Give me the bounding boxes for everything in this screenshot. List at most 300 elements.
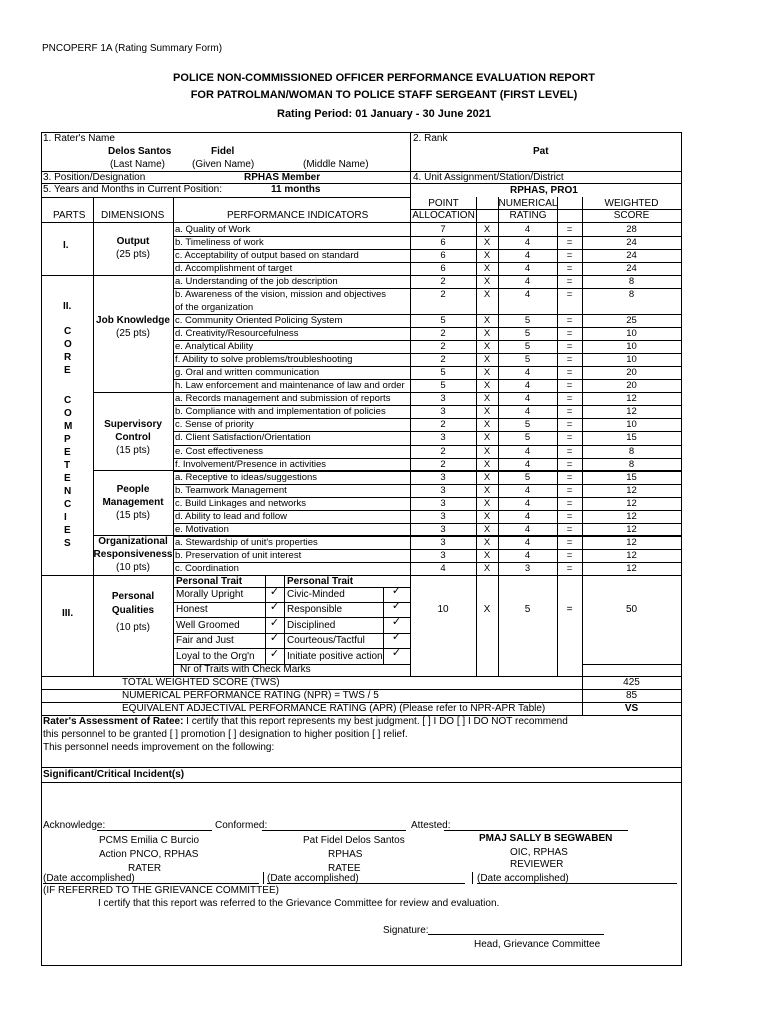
indicator-row (173, 471, 682, 484)
indicator-text: a. Stewardship of unit's properties (175, 536, 318, 548)
trait-left-name: Well Groomed (176, 620, 240, 631)
check-icon: ✓ (269, 586, 280, 598)
point-allocation: 3 (440, 523, 446, 535)
core-letter: C (64, 499, 72, 510)
core-letter: R (64, 352, 72, 363)
multiply-sign: X (483, 263, 491, 275)
date-line-1 (43, 883, 259, 884)
indicator-text: c. Coordination (175, 562, 239, 574)
equals-sign: = (566, 562, 573, 574)
point-allocation: 2 (440, 289, 446, 301)
indicator-row (173, 562, 682, 575)
weighted-score: 8 (628, 445, 635, 457)
equals-sign: = (566, 484, 573, 496)
report-title-line1: POLICE NON-COMMISSIONED OFFICER PERFORMANCE EVALUATION REPORT (173, 72, 595, 84)
point-allocation: 2 (440, 341, 446, 353)
point-allocation: 4 (440, 562, 446, 574)
acknowledge-label: Acknowledge: (43, 820, 106, 831)
traits-points: 10 (437, 604, 449, 615)
indicator-row (173, 314, 682, 327)
multiply-sign: X (483, 445, 491, 457)
numerical-rating: 4 (524, 289, 531, 301)
multiply-sign: X (483, 354, 491, 366)
equals-sign: = (566, 237, 573, 249)
date-line-3 (477, 883, 677, 884)
equals-sign: = (566, 406, 573, 418)
check-icon: ✓ (391, 585, 402, 597)
equals-sign: = (566, 289, 573, 301)
weighted-score: 12 (626, 562, 637, 574)
indicator-text: b. Timeliness of work (175, 237, 264, 249)
date-accomplished-2: (Date accomplished) (267, 873, 359, 884)
check-icon: ✓ (269, 601, 280, 613)
point-allocation: 3 (440, 432, 446, 444)
dim-qualities: Qualities (111, 605, 155, 616)
grievance-signature-line (428, 934, 604, 935)
weighted-score: 12 (626, 523, 637, 535)
dim-personal-pts: (10 pts) (116, 622, 150, 633)
weighted-score: 12 (626, 536, 637, 548)
numerical-rating: 4 (524, 497, 531, 509)
indicator-row (173, 340, 682, 353)
weighted-score: 10 (626, 354, 637, 366)
core-letter: E (64, 365, 71, 376)
indicator-text: b. Awareness of the vision, mission and objectives (175, 289, 387, 301)
rater-sig-role: RATER (128, 863, 162, 874)
header-score: SCORE (613, 210, 650, 221)
point-allocation: 2 (440, 276, 446, 288)
multiply-sign: X (483, 523, 491, 535)
trait-header-left: Personal Trait (176, 576, 243, 587)
equals-sign: = (566, 224, 573, 235)
assessment-line2: this personnel to be granted [ ] promotion [ ] designation to higher position [ ] relief. (43, 729, 408, 740)
attested-line (444, 830, 628, 831)
indicator-row (173, 236, 682, 249)
indicator-text: c. Acceptability of output based on standard (175, 250, 359, 262)
indicator-text: f. Involvement/Presence in activities (175, 458, 327, 470)
indicator-text: b. Preservation of unit interest (175, 549, 302, 561)
weighted-score: 15 (626, 471, 637, 483)
indicator-row (173, 275, 682, 288)
indicator-row (173, 458, 682, 471)
grievance-signature-label: Signature: (383, 925, 429, 936)
weighted-score: 10 (626, 328, 637, 340)
core-letter: N (64, 486, 72, 497)
indicator-text: f. Ability to solve problems/troubleshooting (175, 354, 353, 366)
indicator-text: h. Law enforcement and maintenance of law and order (175, 380, 405, 392)
equals-sign: = (566, 263, 573, 275)
numerical-rating: 4 (524, 484, 531, 496)
unit-value: RPHAS, PRO1 (510, 185, 578, 196)
dim-supervisory: Supervisory (104, 419, 162, 430)
middle-name-caption: (Middle Name) (303, 159, 369, 170)
date-accomplished-1: (Date accomplished) (43, 873, 135, 884)
indicator-row (173, 353, 682, 366)
indicator-text: a. Quality of Work (175, 224, 251, 235)
rater-sig-name: PCMS Emilia C Burcio (99, 835, 200, 846)
dim-management: Management (102, 497, 164, 508)
equals-sign: = (566, 419, 573, 431)
check-icon: ✓ (391, 647, 402, 659)
equals-sign: = (566, 250, 573, 262)
rater-name-label: 1. Rater's Name (43, 133, 115, 144)
unit-label: 4. Unit Assignment/Station/District (413, 172, 564, 183)
point-allocation: 3 (440, 471, 446, 483)
point-allocation: 2 (440, 458, 446, 470)
point-allocation: 3 (440, 393, 446, 405)
indicator-row (173, 431, 682, 444)
point-allocation: 2 (440, 328, 446, 340)
header-numerical: NUMERICAL (498, 198, 558, 209)
point-allocation: 2 (440, 419, 446, 431)
check-icon: ✓ (269, 648, 280, 660)
equals-sign: = (566, 432, 573, 444)
multiply-sign: X (483, 315, 491, 327)
numerical-rating: 4 (524, 263, 531, 275)
apr-value: VS (624, 703, 639, 714)
multiply-sign: X (483, 393, 491, 405)
point-allocation: 3 (440, 510, 446, 522)
date-line-2 (267, 883, 465, 884)
indicator-text: of the organization (175, 302, 254, 314)
equals-sign: = (566, 341, 573, 353)
trait-right-name: Courteous/Tactful (287, 635, 365, 646)
core-letter: C (64, 326, 72, 337)
multiply-sign: X (483, 471, 491, 483)
dim-people-pts: (15 pts) (116, 510, 150, 521)
numerical-rating: 5 (524, 315, 531, 327)
point-allocation: 3 (440, 406, 446, 418)
numerical-rating: 4 (524, 224, 531, 235)
reviewer-sig-role: REVIEWER (510, 859, 564, 870)
indicator-row (173, 484, 682, 497)
ratee-sig-role: RATEE (328, 863, 361, 874)
npr-label: NUMERICAL PERFORMANCE RATING (NPR) = TWS / 5 (122, 690, 379, 701)
indicator-row (173, 223, 682, 236)
multiply-sign: X (483, 224, 491, 235)
years-value: 11 months (271, 184, 321, 195)
years-label: 5. Years and Months in Current Position: (43, 184, 222, 195)
point-allocation: 3 (440, 549, 446, 561)
weighted-score: 24 (626, 250, 637, 262)
indicator-text: c. Community Oriented Policing System (175, 315, 343, 327)
trait-left-name: Morally Upright (176, 589, 244, 600)
conformed-line (262, 830, 406, 831)
numerical-rating: 4 (524, 549, 531, 561)
assessment-line1 (43, 717, 568, 727)
trait-left-name: Loyal to the Org'n (176, 651, 255, 662)
weighted-score: 8 (628, 276, 635, 288)
equals-sign: = (566, 276, 573, 288)
point-allocation: 3 (440, 484, 446, 496)
weighted-score: 12 (626, 497, 637, 509)
trait-right-name: Initiate positive action (287, 651, 383, 662)
equals-sign: = (566, 380, 573, 392)
equals-sign: = (566, 445, 573, 457)
multiply-sign: X (483, 510, 491, 522)
dim-supervisory-pts: (15 pts) (116, 445, 150, 456)
indicators-table (173, 223, 682, 575)
dim-responsiveness: Responsiveness (93, 549, 173, 560)
indicator-text: d. Accomplishment of target (175, 263, 293, 275)
numerical-rating: 5 (524, 471, 531, 483)
grievance-label: (IF REFERRED TO THE GRIEVANCE COMMITTEE) (43, 885, 279, 896)
ratee-sig-name: Pat Fidel Delos Santos (303, 835, 405, 846)
equals-sign: = (566, 549, 573, 561)
indicator-row (173, 405, 682, 418)
weighted-score: 15 (626, 432, 637, 444)
indicator-row (173, 445, 682, 458)
check-icon: ✓ (269, 617, 280, 629)
indicator-text: d. Client Satisfaction/Orientation (175, 432, 311, 444)
dim-organizational: Organizational (98, 536, 168, 547)
weighted-score: 24 (626, 237, 637, 249)
core-letter: I (64, 512, 67, 523)
grievance-head: Head, Grievance Committee (474, 939, 601, 950)
rater-given-name: Fidel (211, 146, 235, 157)
acknowledge-line (97, 830, 212, 831)
core-letter: C (64, 395, 72, 406)
weighted-score: 10 (626, 341, 637, 353)
point-allocation: 5 (440, 380, 446, 392)
check-icon: ✓ (269, 632, 280, 644)
weighted-score: 12 (626, 484, 637, 496)
header-indicators: PERFORMANCE INDICATORS (227, 210, 369, 221)
reviewer-sig-name: PMAJ SALLY B SEGWABEN (479, 833, 613, 844)
multiply-sign: X (483, 458, 491, 470)
multiply-sign: X (483, 380, 491, 392)
numerical-rating: 4 (524, 237, 531, 249)
report-title-line2: FOR PATROLMAN/WOMAN TO POLICE STAFF SERGEANT (FIRST LEVEL) (190, 89, 578, 101)
equals-sign: = (566, 458, 573, 470)
weighted-score: 25 (626, 315, 637, 327)
traits-x: X (483, 604, 491, 615)
point-allocation: 5 (440, 315, 446, 327)
header-dimensions: DIMENSIONS (101, 210, 165, 221)
tws-label: TOTAL WEIGHTED SCORE (TWS) (122, 677, 280, 688)
indicator-text: e. Cost effectiveness (175, 445, 264, 457)
header-point: POINT (428, 198, 459, 209)
check-icon: ✓ (391, 616, 402, 628)
dim-organizational-pts: (10 pts) (116, 562, 150, 573)
multiply-sign: X (483, 276, 491, 288)
traits-eq: = (566, 604, 573, 615)
indicator-row (173, 288, 682, 301)
form-code: PNCOPERF 1A (Rating Summary Form) (42, 43, 223, 54)
indicator-text: e. Motivation (175, 523, 229, 535)
dim-personal: Personal (111, 591, 155, 602)
multiply-sign: X (483, 432, 491, 444)
indicator-text: g. Oral and written communication (175, 367, 320, 379)
trait-left-name: Honest (176, 604, 208, 615)
rank-label: 2. Rank (413, 133, 448, 144)
indicator-text: a. Records management and submission of reports (175, 393, 391, 405)
equals-sign: = (566, 315, 573, 327)
dim-people: People (116, 484, 150, 495)
indicator-text: c. Sense of priority (175, 419, 254, 431)
multiply-sign: X (483, 250, 491, 262)
indicator-row (173, 379, 682, 392)
numerical-rating: 5 (524, 354, 531, 366)
indicator-text: d. Ability to lead and follow (175, 510, 287, 522)
dim-job-knowledge: Job Knowledge (96, 315, 170, 326)
assessment-line1-text: I certify that this report represents my best judgment. [ ] I DO [ ] I DO NOT recommend (183, 716, 568, 727)
part-1-label: I. (63, 240, 69, 251)
core-letter: S (64, 538, 71, 549)
point-allocation: 3 (440, 536, 446, 548)
weighted-score: 12 (626, 406, 637, 418)
indicator-row (173, 510, 682, 523)
core-letter: O (64, 339, 72, 350)
indicator-row (173, 523, 682, 536)
assessment-line3: This personnel needs improvement on the following: (43, 742, 275, 753)
trait-right-name: Responsible (287, 604, 343, 615)
point-allocation: 2 (440, 354, 446, 366)
dim-job-knowledge-pts: (25 pts) (116, 328, 150, 339)
weighted-score: 12 (626, 510, 637, 522)
numerical-rating: 5 (524, 432, 531, 444)
multiply-sign: X (483, 536, 491, 548)
numerical-rating: 5 (524, 419, 531, 431)
date-accomplished-3: (Date accomplished) (477, 873, 569, 884)
weighted-score: 28 (626, 224, 637, 235)
indicator-row (173, 327, 682, 340)
header-allocation: ALLOCATION (412, 210, 475, 221)
weighted-score: 20 (626, 380, 637, 392)
indicator-row (173, 301, 682, 314)
point-allocation: 6 (440, 263, 446, 275)
numerical-rating: 4 (524, 380, 531, 392)
traits-rating: 5 (524, 604, 531, 615)
multiply-sign: X (483, 289, 491, 301)
equals-sign: = (566, 510, 573, 522)
position-label: 3. Position/Designation (43, 172, 146, 183)
numerical-rating: 4 (524, 367, 531, 379)
assessment-label: Rater's Assessment of Ratee: (43, 716, 184, 727)
reviewer-sig-title: OIC, RPHAS (510, 847, 568, 858)
numerical-rating: 5 (524, 328, 531, 340)
core-letter: O (64, 408, 72, 419)
numerical-rating: 3 (524, 562, 531, 574)
rater-sig-title: Action PNCO, RPHAS (99, 849, 199, 860)
conformed-label: Conformed: (215, 820, 268, 831)
indicator-row (173, 536, 682, 549)
indicator-text: e. Analytical Ability (175, 341, 254, 353)
numerical-rating: 4 (524, 250, 531, 262)
core-letter: E (64, 447, 71, 458)
multiply-sign: X (483, 484, 491, 496)
indicator-row (173, 418, 682, 431)
core-letter: T (64, 460, 71, 471)
given-name-caption: (Given Name) (192, 159, 255, 170)
grievance-text: I certify that this report was referred to the Grievance Committee for review and evaluation. (98, 898, 500, 909)
indicator-row (173, 497, 682, 510)
indicator-text: b. Compliance with and implementation of policies (175, 406, 386, 418)
ratee-sig-unit: RPHAS (328, 849, 363, 860)
traits-count-label: Nr of Traits with Check Marks (180, 664, 311, 675)
numerical-rating: 4 (524, 536, 531, 548)
dim-output: Output (116, 236, 150, 247)
equals-sign: = (566, 523, 573, 535)
numerical-rating: 4 (524, 406, 531, 418)
multiply-sign: X (483, 237, 491, 249)
rating-period: Rating Period: 01 January - 30 June 2021 (277, 108, 491, 120)
equals-sign: = (566, 354, 573, 366)
multiply-sign: X (483, 341, 491, 353)
core-letter: P (64, 434, 71, 445)
weighted-score: 12 (626, 393, 637, 405)
weighted-score: 20 (626, 367, 637, 379)
rater-last-name: Delos Santos (108, 146, 172, 157)
dim-output-pts: (25 pts) (116, 249, 150, 260)
dim-control: Control (115, 432, 151, 443)
indicator-row (173, 366, 682, 379)
indicator-row (173, 262, 682, 275)
trait-right-name: Civic-Minded (287, 589, 345, 600)
core-letter: M (64, 421, 73, 432)
core-letter: E (64, 525, 71, 536)
numerical-rating: 4 (524, 523, 531, 535)
numerical-rating: 4 (524, 510, 531, 522)
header-rating: RATING (509, 210, 547, 221)
numerical-rating: 4 (524, 458, 531, 470)
numerical-rating: 4 (524, 276, 531, 288)
multiply-sign: X (483, 367, 491, 379)
multiply-sign: X (483, 419, 491, 431)
position-value: RPHAS Member (244, 172, 321, 183)
numerical-rating: 5 (524, 341, 531, 353)
weighted-score: 8 (628, 458, 635, 470)
equals-sign: = (566, 497, 573, 509)
indicator-text: a. Receptive to ideas/suggestions (175, 471, 318, 483)
multiply-sign: X (483, 562, 491, 574)
tws-value: 425 (623, 677, 640, 688)
traits-score: 50 (625, 604, 638, 615)
attested-label: Attested: (411, 820, 451, 831)
indicator-text: b. Teamwork Management (175, 484, 287, 496)
equals-sign: = (566, 367, 573, 379)
incidents-label: Significant/Critical Incident(s) (43, 769, 185, 780)
rank-value: Pat (533, 146, 549, 157)
trait-left-name: Fair and Just (176, 635, 234, 646)
weighted-score: 12 (626, 549, 637, 561)
apr-label: EQUIVALENT ADJECTIVAL PERFORMANCE RATING (APR) (Please refer to NPR-APR Table) (122, 703, 546, 714)
check-icon: ✓ (391, 631, 402, 643)
point-allocation: 2 (440, 445, 446, 457)
header-parts: PARTS (53, 210, 86, 221)
point-allocation: 5 (440, 367, 446, 379)
npr-value: 85 (625, 690, 638, 701)
multiply-sign: X (483, 497, 491, 509)
weighted-score: 24 (626, 263, 637, 275)
trait-right-name: Disciplined (287, 620, 336, 631)
equals-sign: = (566, 536, 573, 548)
multiply-sign: X (483, 406, 491, 418)
point-allocation: 7 (440, 224, 446, 235)
equals-sign: = (566, 393, 573, 405)
core-letter: E (64, 473, 71, 484)
part-3-label: III. (62, 608, 74, 619)
point-allocation: 6 (440, 250, 446, 262)
equals-sign: = (566, 471, 573, 483)
indicator-row (173, 549, 682, 562)
indicator-text: d. Creativity/Resourcefulness (175, 328, 299, 340)
last-name-caption: (Last Name) (110, 159, 166, 170)
indicator-text: c. Build Linkages and networks (175, 497, 306, 509)
multiply-sign: X (483, 328, 491, 340)
check-icon: ✓ (391, 600, 402, 612)
equals-sign: = (566, 328, 573, 340)
